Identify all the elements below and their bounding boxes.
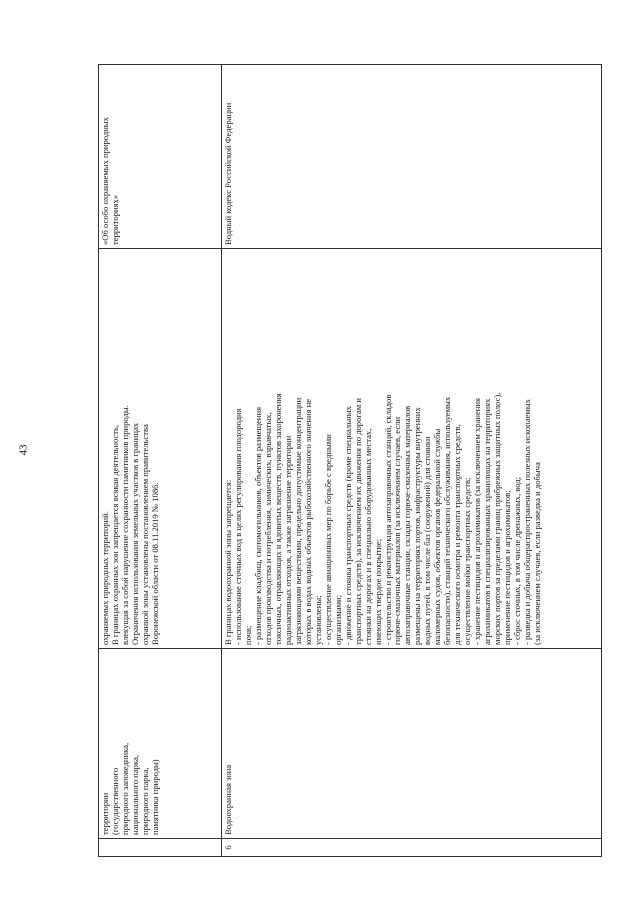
zone-type-line: памятника природы) [149, 759, 160, 835]
page-number: 43 [17, 444, 30, 456]
restriction-line: Воронежской области от 08.11.2019 № 1086. [149, 482, 160, 645]
legal-basis-line: «Об особо охраняемых природных [100, 117, 110, 245]
restriction-line: агрохимикатов в специализированных хранилищах на территориях [482, 398, 493, 645]
zone-type-cell [222, 649, 602, 839]
restriction-line: размещены на территориях портов, инфраструктуры внутренних [412, 407, 423, 645]
restriction-line: В границах водоохранной зоны запрещается: [223, 479, 233, 645]
restriction-line: охранной зоны установлены постановлением правительства [139, 424, 150, 645]
restriction-line: Ограничения использования земельных участков в границах [129, 422, 140, 645]
restriction-line: почв; [242, 625, 253, 645]
restriction-line: которых в водах водных объектов рыбохозяйственного значения не [302, 398, 313, 645]
restriction-line: морских портов за пределами границ прибрежных защитных полос), [492, 392, 503, 645]
restriction-line: для технического осмотра и ремонта транспортных средств, [452, 424, 463, 645]
zone-type-line: территории [100, 792, 110, 835]
table-row [99, 65, 222, 857]
rotated-page-content [98, 65, 598, 857]
zones-table [98, 64, 602, 857]
restriction-line: влекущая за собой нарушение сохранности памятников природы. [119, 405, 130, 645]
restriction-line: транспортных средств), за исключением их движения по дорогам и [352, 398, 363, 645]
restriction-line: - движение и стоянка транспортных средств (кроме специальных [342, 406, 353, 645]
restriction-line: В границах охранных зон запрещается всякая деятельность, [109, 424, 120, 645]
restriction-line: организмами; [332, 594, 343, 645]
restriction-line: охраняемых природных территорий. [100, 511, 110, 645]
legal-basis-cell [222, 65, 602, 249]
restriction-line: (за исключением случаев, если разведка и добыча [532, 462, 543, 645]
legal-basis-line: Водный кодекс Российской Федерации [223, 102, 233, 245]
restriction-line: применение пестицидов и агрохимикатов; [502, 490, 513, 645]
zone-type-line: (государственного [109, 767, 120, 835]
zone-type-cell [99, 649, 222, 839]
zone-type-line: природного заповедника, [119, 742, 130, 835]
restrictions-cell [222, 249, 602, 649]
restriction-line: - разведка и добыча общераспространенных полезных ископаемых [522, 399, 533, 645]
restriction-line: маломерных судов, объектов органов федеральной службы [432, 428, 443, 645]
restriction-line: автозаправочные станции, склады горюче-смазочных материалов [402, 405, 413, 645]
restriction-line: осуществление мойки транспортных средств; [462, 477, 473, 645]
row-number-cell: 6 [222, 839, 602, 857]
restriction-line: отходов производства и потребления, химических, взрывчатых, [262, 412, 273, 645]
restrictions-cell [99, 249, 222, 649]
zone-type-line: Водоохранная зона [223, 764, 233, 835]
restriction-line: - сброс сточных, в том числе дренажных, вод; [512, 476, 523, 645]
restriction-line: радиоактивных отходов, а также загрязнение территории [282, 435, 293, 645]
restriction-line: - использование сточных вод в целях регулирования плодородия [232, 408, 243, 645]
restriction-line: - размещение кладбищ, скотомогильников, объектов размещения [252, 406, 263, 645]
restriction-line: водных путей, в том числе баз (сооружений) для стоянки [422, 436, 433, 645]
restriction-line: горюче-смазочных материалов (за исключением случаев, если [392, 416, 403, 645]
restriction-line: - строительство и реконструкция автозаправочных станций, складов [382, 394, 393, 645]
row-number-cell [99, 839, 222, 857]
restriction-line: загрязняющими веществами, предельно допустимые концентрации [292, 397, 303, 645]
restriction-line: - осуществление авиационных мер по борьбе с вредными [322, 434, 333, 645]
restriction-line: имеющих твердое покрытие; [372, 538, 383, 645]
restriction-line: стоянки на дорогах и в специально оборудованных местах, [362, 428, 373, 645]
legal-basis-cell [99, 65, 222, 249]
legal-basis-line: территориях» [109, 194, 120, 245]
table-row [222, 65, 602, 857]
restriction-line: токсичных, отравляющих и ядовитых веществ, пунктов захоронения [272, 393, 283, 645]
restriction-line: - хранение пестицидов и агрохимикатов (за исключением хранения [472, 398, 483, 645]
restriction-line: безопасности), станций технического обслуживания, используемых [442, 396, 453, 645]
restriction-line: установлены; [312, 595, 323, 645]
zone-type-line: природного парка, [139, 767, 150, 835]
zone-type-line: национального парка, [129, 755, 140, 835]
